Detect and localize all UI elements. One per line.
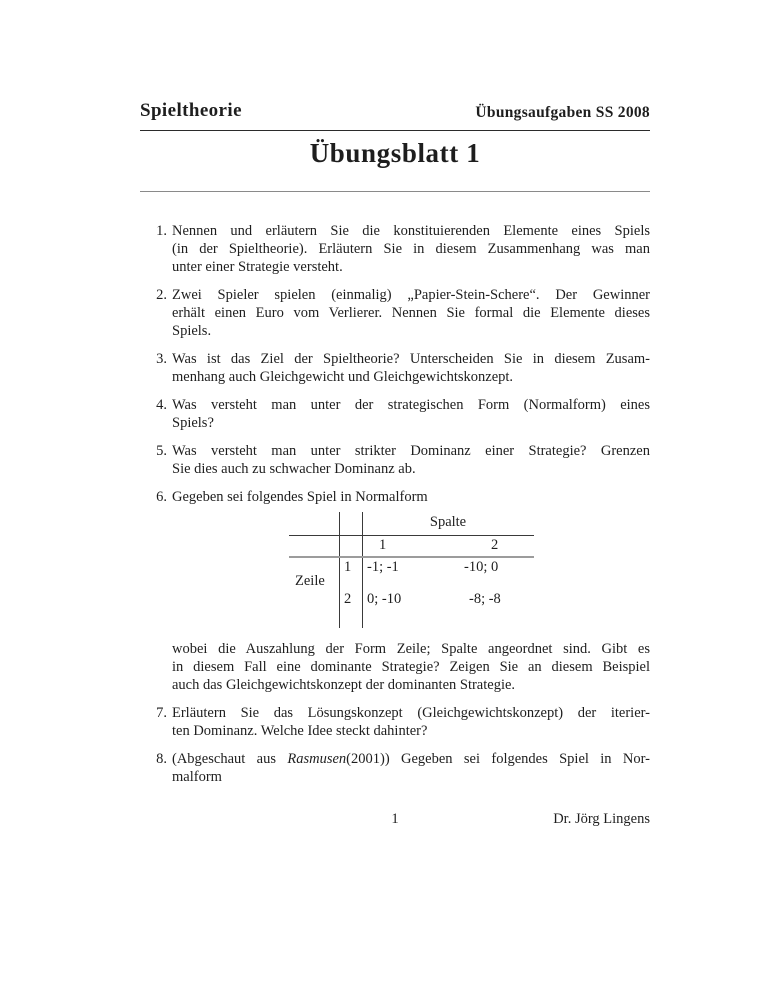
table-vertical-rule [339,512,340,628]
text-segment: (Abgeschaut aus [172,751,288,767]
citation-text: Rasmusen [287,751,347,767]
payoff-cell-1-1: -1; -1 [367,559,399,575]
text-line: Was versteht man unter strikter Dominanz einer Strategie? Grenzen [172,443,650,459]
exercise-item-3 [140,350,650,386]
text-line: wobei die Auszahlung der Form Zeile; Spalte angeordnet sind. Gibt es [172,641,650,657]
title-rule [140,191,650,192]
text-line: (in der Spieltheorie). Erläutern Sie in diesem Zusammenhang was man [172,241,650,257]
column-player-label: Spalte [429,514,467,530]
item-number: 1. [156,223,167,239]
row-header-2: 2 [344,591,352,607]
item-number: 5. [156,443,167,459]
text-line: in diesem Fall eine dominante Strategie? Zeigen Sie an diesem Beispiel [172,659,650,675]
text-line: Sie dies auch zu schwacher Dominanz ab. [172,461,416,477]
text-line: ten Dominanz. Welche Idee steckt dahinter? [172,723,428,739]
item-number: 3. [156,351,167,367]
payoff-table [289,512,534,628]
text-line: malform [172,769,222,785]
text-line: Erläutern Sie das Lösungskonzept (Gleichgewichtskonzept) der iterier- [172,705,650,721]
text-line: Spiels? [172,415,214,431]
item-number: 7. [156,705,167,721]
author-name: Dr. Jörg Lingens [553,811,650,827]
exercise-list [140,222,650,796]
text-line: Gegeben sei folgendes Spiel in Normalform [172,489,428,505]
item-number: 8. [156,751,167,767]
text-line: Was versteht man unter der strategischen Form (Normalform) eines [172,397,650,413]
item-number: 6. [156,489,167,505]
text-line: unter einer Strategie versteht. [172,259,343,275]
text-line: erhält einen Euro vom Verlierer. Nennen Sie formal die Elemente dieses [172,305,650,321]
col-header-2: 2 [491,537,499,553]
header-subtitle: Übungsaufgaben SS 2008 [475,104,650,121]
row-player-label: Zeile [295,573,325,589]
col-header-1: 1 [379,537,387,553]
exercise-item-8 [140,750,650,786]
text-line: Spiels. [172,323,212,339]
text-line: menhang auch Gleichgewicht und Gleichgewichtskonzept. [172,369,514,385]
exercise-item-7 [140,704,650,740]
text-line: Zwei Spieler spielen (einmalig) „Papier-Stein-Schere“. Der Gewinner [172,287,650,303]
item-number: 4. [156,397,167,413]
text-line [172,750,650,768]
page-title: Übungsblatt 1 [309,138,481,168]
payoff-cell-2-1: 0; -10 [367,591,402,607]
text-line: auch das Gleichgewichtskonzept der dominanten Strategie. [172,677,516,693]
table-horizontal-rule [289,556,534,558]
course-title: Spieltheorie [140,100,242,121]
header-rule [140,130,650,131]
text-line: Nennen und erläutern Sie die konstituierenden Elemente eines Spiels [172,223,650,239]
row-header-1: 1 [344,559,352,575]
text-segment: (2001)) Gegeben sei folgendes Spiel in Nor- [346,751,651,767]
exercise-item-5 [140,442,650,478]
page-number: 1 [391,811,399,827]
exercise-item-2 [140,286,650,340]
exercise-item-4 [140,396,650,432]
table-horizontal-rule [289,535,534,536]
exercise-item-6 [140,488,650,694]
item-number: 2. [156,287,167,303]
text-line: Was ist das Ziel der Spieltheorie? Unterscheiden Sie in diesem Zusam- [172,351,650,367]
payoff-cell-1-2: -10; 0 [464,559,499,575]
exercise-item-1 [140,222,650,276]
payoff-cell-2-2: -8; -8 [469,591,501,607]
